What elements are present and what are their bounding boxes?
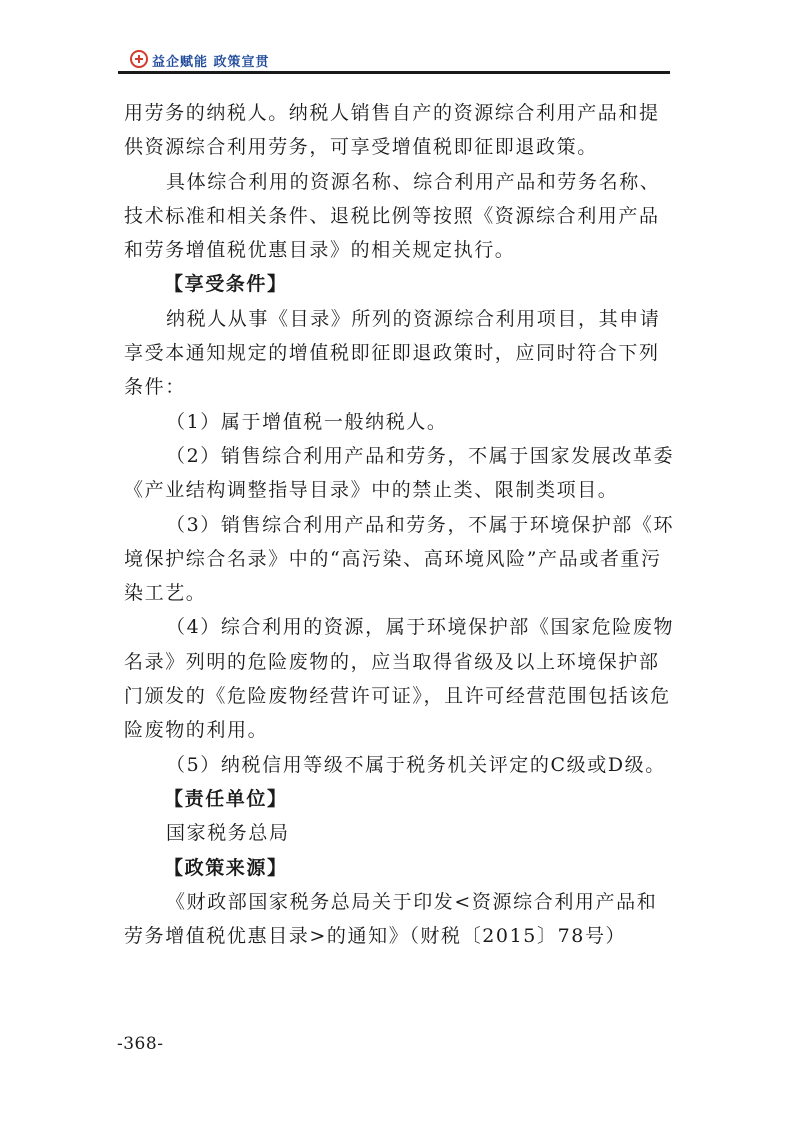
section-heading: 【享受条件】 bbox=[164, 273, 288, 296]
page-number: -368- bbox=[117, 1034, 164, 1054]
policy-source: 《财政部国家税务总局关于印发<资源综合利用产品和劳务增值税优惠目录>的通知》（财税〔2015〕78号） bbox=[124, 890, 658, 948]
document-body bbox=[124, 96, 676, 953]
responsible-unit: 国家税务总局 bbox=[166, 822, 290, 845]
paragraph: 纳税人从事《目录》所列的资源综合利用项目，其申请享受本通知规定的增值税即征即退政策时，应同时符合下列条件： bbox=[124, 307, 661, 399]
page-header bbox=[118, 48, 670, 72]
section-heading: 【政策来源】 bbox=[164, 856, 288, 879]
condition-item: （2）销售综合利用产品和劳务，不属于国家发展改革委《产业结构调整指导目录》中的禁止类、限制类项目。 bbox=[124, 444, 675, 502]
header-brand: 益企赋能 政策宣贯 bbox=[152, 55, 270, 70]
logo-icon bbox=[130, 50, 148, 68]
condition-item: （5）纳税信用等级不属于税务机关评定的C级或D级。 bbox=[166, 753, 666, 776]
condition-item: （4）综合利用的资源，属于环境保护部《国家危险废物名录》列明的危险废物的，应当取得省级及以上环境保护部门颁发的《危险废物经营许可证》，且许可经营范围包括该危险废物的利用。 bbox=[124, 616, 675, 742]
paragraph: 具体综合利用的资源名称、综合利用产品和劳务名称、技术标准和相关条件、退税比例等按照《资源综合利用产品和劳务增值税优惠目录》的相关规定执行。 bbox=[124, 170, 661, 262]
condition-item: （1）属于增值税一般纳税人。 bbox=[166, 410, 448, 433]
section-heading: 【责任单位】 bbox=[164, 787, 288, 810]
header-divider bbox=[118, 71, 670, 74]
paragraph: 用劳务的纳税人。纳税人销售自产的资源综合利用产品和提供资源综合利用劳务，可享受增值税即征即退政策。 bbox=[124, 102, 660, 159]
condition-item: （3）销售综合利用产品和劳务，不属于环境保护部《环境保护综合名录》中的“高污染、高环境风险”产品或者重污染工艺。 bbox=[124, 513, 675, 605]
